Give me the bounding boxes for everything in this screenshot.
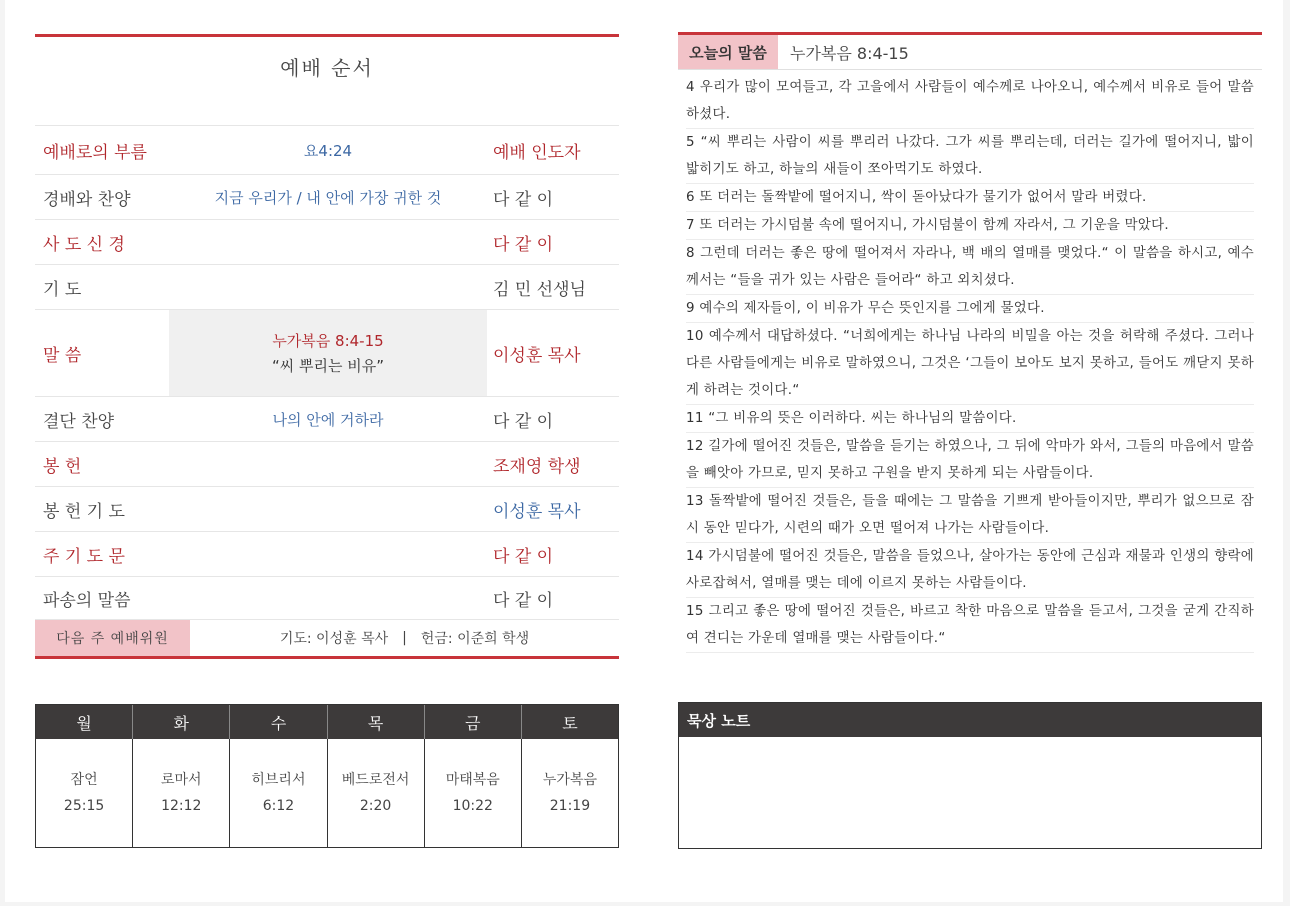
day-sat: 토 bbox=[562, 713, 578, 733]
note-title: 묵상 노트 bbox=[679, 703, 1261, 737]
row-label: 봉 헌 기 도 bbox=[43, 501, 125, 522]
verse-15: 15 그리고 좋은 땅에 떨어진 것들은, 바르고 착한 마음으로 말씀을 듣고서, 그것을 굳게 간직하여 견디는 가운데 열매를 맺는 사람들이다.“ bbox=[686, 598, 1254, 653]
todays-word bbox=[678, 32, 1262, 653]
order-row-offering-prayer bbox=[35, 487, 619, 532]
day-tue: 화 bbox=[133, 705, 230, 739]
day-fri: 금 bbox=[425, 705, 522, 739]
reading-ref: 21:19 bbox=[549, 798, 591, 814]
order-row-lords-prayer bbox=[35, 532, 619, 577]
row-middle: 지금 우리가 / 내 안에 가장 귀한 것 bbox=[214, 188, 442, 207]
reading-sat bbox=[522, 739, 618, 847]
reading-book: 베드로전서 bbox=[341, 772, 410, 788]
reading-book: 잠언 bbox=[70, 772, 98, 788]
day-thu: 목 bbox=[328, 705, 425, 739]
order-row-sermon bbox=[35, 310, 619, 397]
next-week-offering: 헌금: 이준희 학생 bbox=[420, 631, 530, 647]
reading-book: 로마서 bbox=[160, 772, 202, 788]
reading-ref: 6:12 bbox=[262, 798, 295, 814]
row-label: 말 씀 bbox=[43, 345, 82, 366]
row-middle: 나의 안에 거하라 bbox=[272, 410, 384, 429]
row-label: 파송의 말씀 bbox=[43, 590, 131, 611]
reading-tue bbox=[133, 739, 230, 847]
row-right: 이성훈 목사 bbox=[493, 501, 581, 522]
reading-ref: 12:12 bbox=[161, 798, 202, 814]
word-reference: 누가복음 8:4-15 bbox=[790, 43, 909, 63]
verse-12: 12 길가에 떨어진 것들은, 말씀을 듣기는 하였으나, 그 뒤에 악마가 와서, 그들의 마음에서 말씀을 빼앗아 가므로, 믿지 못하고 구원을 받지 못하게 되는 사람들이다. bbox=[686, 433, 1254, 488]
reading-book: 마태복음 bbox=[445, 772, 500, 788]
next-week-prayer: 기도: 이성훈 목사 bbox=[279, 631, 389, 647]
row-right: 다 같 이 bbox=[493, 411, 554, 432]
order-row-call bbox=[35, 126, 619, 175]
plan-readings bbox=[36, 739, 618, 847]
reading-ref: 25:15 bbox=[63, 798, 105, 814]
verse-5: 5 “씨 뿌리는 사람이 씨를 뿌리러 나갔다. 그가 씨를 뿌리는데, 더러는 길가에 떨어지니, 밟이 밟히기도 하고, 하늘의 새들이 쪼아먹기도 하였다. bbox=[686, 129, 1254, 184]
day-mon: 월 bbox=[36, 705, 133, 739]
verse-14: 14 가시덤불에 떨어진 것들은, 말씀을 들었으나, 살아가는 동안에 근심과 재물과 인생의 향락에 사로잡혀서, 열매를 맺는 데에 이르지 못하는 사람들이다. bbox=[686, 543, 1254, 598]
verse-9: 9 예수의 제자들이, 이 비유가 무슨 뜻인지를 그에게 물었다. bbox=[686, 295, 1254, 323]
order-row-response bbox=[35, 397, 619, 442]
row-label: 주 기 도 문 bbox=[43, 546, 125, 567]
next-week-label: 다음 주 예배위원 bbox=[35, 620, 190, 656]
verse-4: 4 우리가 많이 모여들고, 각 고을에서 사람들이 예수께로 나아오니, 예수께서 비유로 들어 말씀하셨다. bbox=[686, 74, 1254, 129]
row-label: 경배와 찬양 bbox=[43, 189, 131, 210]
day-wed: 수 bbox=[230, 705, 327, 739]
reading-ref: 2:20 bbox=[359, 798, 392, 814]
verse-8: 8 그런데 더러는 좋은 땅에 떨어져서 자라나, 백 배의 열매를 맺었다.“ 이 말씀을 하시고, 예수께서는 “들을 귀가 있는 사람은 들어라“ 하고 외치셨다. bbox=[686, 240, 1254, 295]
row-label: 결단 찬양 bbox=[43, 411, 115, 432]
order-row-creed bbox=[35, 220, 619, 265]
reading-ref: 10:22 bbox=[452, 798, 493, 814]
verse-6: 6 또 더러는 돌짝밭에 떨어지니, 싹이 돋아났다가 물기가 없어서 말라 버렸다. bbox=[686, 184, 1254, 212]
word-header bbox=[678, 35, 1262, 70]
row-label: 기 도 bbox=[43, 279, 82, 300]
order-row-benediction bbox=[35, 577, 619, 620]
reading-book: 누가복음 bbox=[542, 772, 597, 788]
meditation-note bbox=[678, 702, 1262, 849]
row-label: 사 도 신 경 bbox=[43, 234, 125, 255]
weekly-reading-plan bbox=[35, 704, 619, 848]
reading-wed bbox=[230, 739, 327, 847]
order-title: 예배 순서 bbox=[35, 37, 619, 126]
next-week-servants bbox=[35, 620, 619, 659]
row-right: 다 같 이 bbox=[493, 189, 554, 210]
reading-fri bbox=[425, 739, 522, 847]
worship-order bbox=[35, 34, 619, 659]
order-row-offering bbox=[35, 442, 619, 487]
next-week-separator: | bbox=[402, 630, 407, 646]
verse-10: 10 예수께서 대답하셨다. “너희에게는 하나님 나라의 비밀을 아는 것을 허락해 주셨다. 그러나 다른 사람들에게는 비유로 말하였으니, 그것은 ‘그들이 보아도 보지 못하고, 들어도 깨닫지 못하게 하려는 것이다.“ bbox=[686, 323, 1254, 405]
row-middle: 요4:24 bbox=[303, 141, 353, 160]
reading-book: 히브리서 bbox=[251, 772, 306, 788]
row-label: 봉 헌 bbox=[43, 456, 82, 477]
row-right: 김 민 선생님 bbox=[493, 279, 586, 300]
sermon-title: “씨 뿌리는 비유” bbox=[271, 357, 385, 375]
row-right: 예배 인도자 bbox=[493, 142, 581, 163]
word-label: 오늘의 말씀 bbox=[678, 35, 778, 69]
verse-11: 11 “그 비유의 뜻은 이러하다. 씨는 하나님의 말씀이다. bbox=[686, 405, 1254, 433]
note-writing-area[interactable] bbox=[679, 737, 1261, 848]
verse-list bbox=[678, 70, 1262, 653]
reading-mon bbox=[36, 739, 133, 847]
order-row-praise bbox=[35, 175, 619, 220]
row-right: 이성훈 목사 bbox=[493, 345, 581, 366]
row-right: 다 같 이 bbox=[493, 234, 554, 255]
sermon-reference: 누가복음 8:4-15 bbox=[272, 332, 384, 350]
verse-7: 7 또 더러는 가시덤불 속에 떨어지니, 가시덤불이 함께 자라서, 그 기운을 막았다. bbox=[686, 212, 1254, 240]
bulletin-page bbox=[5, 0, 1283, 902]
order-row-prayer bbox=[35, 265, 619, 310]
row-right: 다 같 이 bbox=[493, 590, 554, 611]
plan-day-header bbox=[36, 705, 618, 739]
row-right: 다 같 이 bbox=[493, 546, 554, 567]
sermon-box bbox=[169, 310, 487, 396]
next-week-content bbox=[190, 628, 619, 648]
row-right: 조재영 학생 bbox=[493, 456, 581, 477]
verse-13: 13 돌짝밭에 떨어진 것들은, 들을 때에는 그 말씀을 기쁘게 받아들이지만, 뿌리가 없으므로 잠시 동안 믿다가, 시련의 때가 오면 떨어져 나가는 사람들이다. bbox=[686, 488, 1254, 543]
row-label: 예배로의 부름 bbox=[43, 142, 147, 163]
reading-thu bbox=[328, 739, 425, 847]
